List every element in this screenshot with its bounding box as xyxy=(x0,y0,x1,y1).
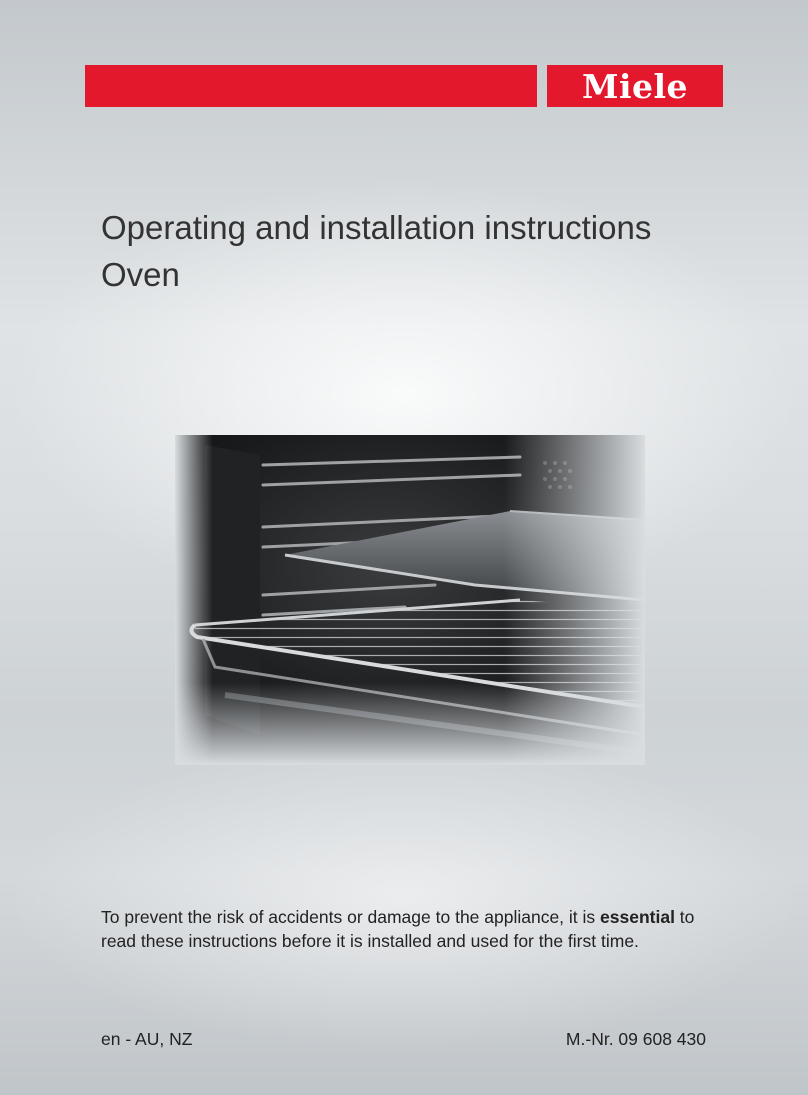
safety-warning xyxy=(101,905,721,953)
document-subtitle: Oven xyxy=(101,256,180,293)
warning-text-start: To prevent the risk of accidents or damage to the appliance, it is xyxy=(101,907,601,927)
oven-interior-image xyxy=(175,435,645,765)
logo-text: Miele xyxy=(581,66,689,106)
brand-bar xyxy=(85,65,537,107)
warning-emphasis: essential xyxy=(600,907,675,927)
warning-text-end: to read these instructions before it is installed and used for the first time. xyxy=(101,907,695,951)
document-title: Operating and installation instructions xyxy=(101,209,652,246)
miele-logo xyxy=(547,65,723,107)
language-code: en - AU, NZ xyxy=(101,1029,193,1049)
material-number: M.-Nr. 09 608 430 xyxy=(565,1029,706,1049)
